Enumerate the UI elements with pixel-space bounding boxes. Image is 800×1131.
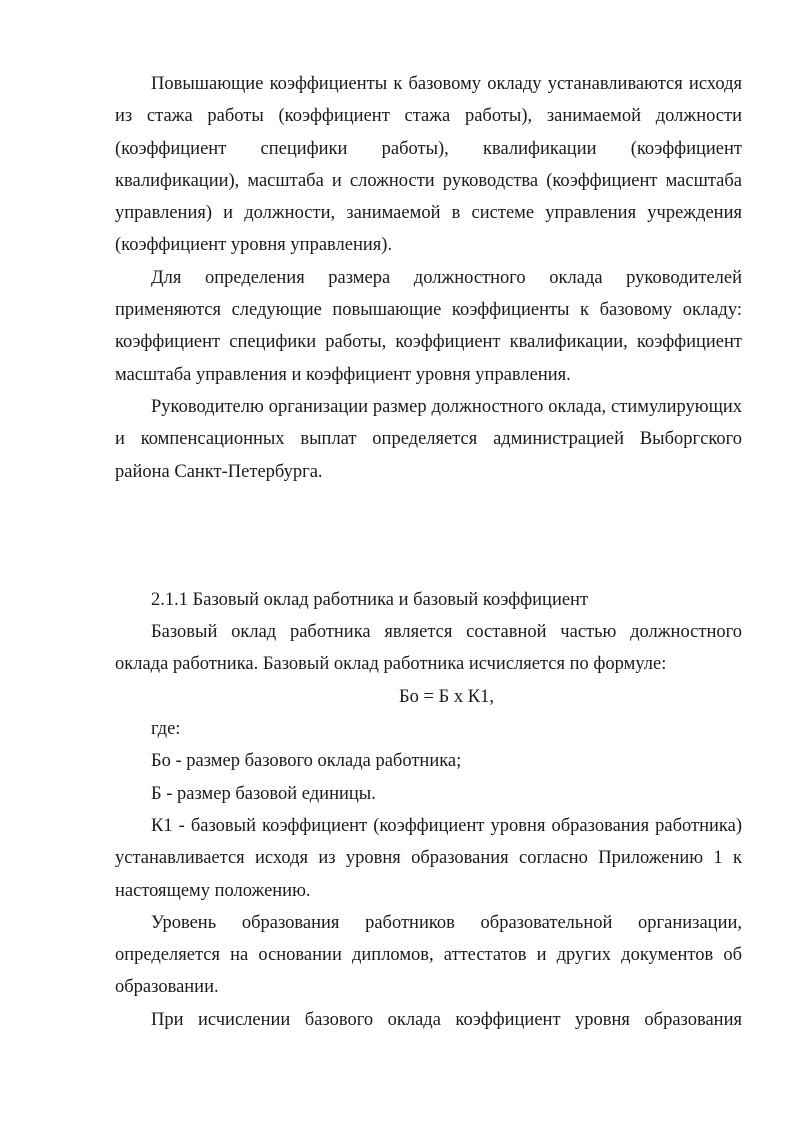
definition-bo: Бо - размер базового оклада работника; bbox=[151, 751, 462, 772]
paragraph-calculation: При исчислении базового оклада коэффициент уровня образования bbox=[151, 1009, 742, 1030]
paragraph-director-salary: Руководителю организации размер должностного оклада, стимулирующих и компенсационных выплат определяется администрацией Выборгского района Санкт-Петербурга. bbox=[115, 396, 742, 482]
paragraph-managers-coefficients: Для определения размера должностного оклада руководителей применяются следующие повышающие коэффициенты к базовому окладу: коэффициент специфики работы, коэффициент квалификации, коэффициент масштаба управления и коэффициент уровня управления. bbox=[115, 267, 742, 385]
formula: Бо = Б х К1, bbox=[399, 686, 494, 707]
paragraph-coefficients: Повышающие коэффициенты к базовому окладу устанавливаются исходя из стажа работы (коэффициент стажа работы), занимаемой должности (коэффициент специфики работы), квалификации (коэффициент квалификации), масштаба и сложности руководства (коэффициент масштаба управления) и должности, занимаемой в системе управления учреждения (коэффициент уровня управления). bbox=[115, 74, 742, 256]
section-spacer bbox=[115, 488, 742, 584]
where-label: где: bbox=[151, 719, 181, 740]
document-page bbox=[115, 68, 742, 1036]
paragraph-education-level: Уровень образования работников образовательной организации, определяется на основании дипломов, аттестатов и других документов об образовании. bbox=[115, 912, 742, 998]
definition-k1: К1 - базовый коэффициент (коэффициент уровня образования работника) устанавливается исходя из уровня образования согласно Приложению 1 к настоящему положению. bbox=[115, 815, 742, 901]
paragraph-base-salary-intro: Базовый оклад работника является составной частью должностного оклада работника. Базовый оклад работника исчисляется по формуле: bbox=[115, 622, 742, 675]
definition-b: Б - размер базовой единицы. bbox=[151, 783, 376, 804]
section-heading: 2.1.1 Базовый оклад работника и базовый коэффициент bbox=[151, 589, 589, 610]
